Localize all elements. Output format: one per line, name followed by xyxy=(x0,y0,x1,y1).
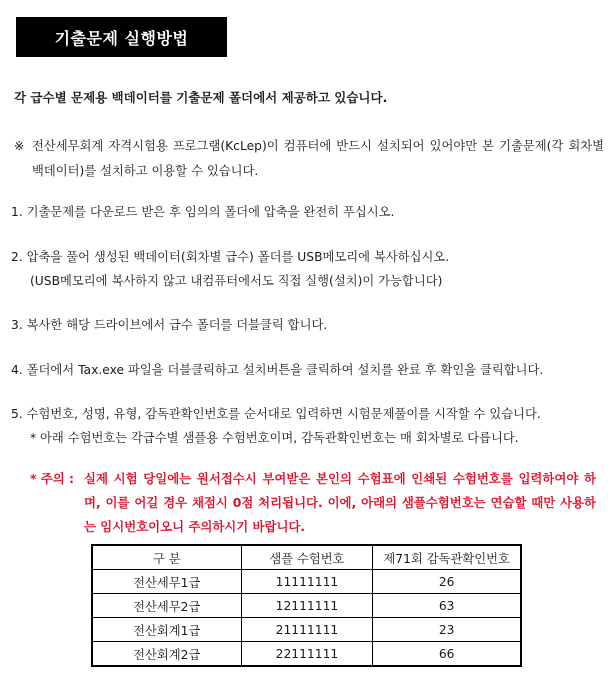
column-header-category: 구 분 xyxy=(92,545,241,570)
step-number: 3. xyxy=(11,318,23,332)
step-subnote: (USB메모리에 복사하지 않고 내컴퓨터에서도 직접 실행(설치)이 가능합니다) xyxy=(30,274,443,288)
warning-label: * 주의 : xyxy=(30,471,75,486)
step-text: 압축을 풀어 생성된 백데이터(회차별 급수) 폴더를 USB메모리에 복사하십시오. xyxy=(26,250,450,264)
step-number: 5. xyxy=(11,407,23,421)
step-number: 1. xyxy=(11,205,23,219)
step-text: 수험번호, 성명, 유형, 감독관확인번호를 순서대로 입력하면 시험문제풀이를 시작할 수 있습니다. xyxy=(26,407,541,421)
install-requirement-text: 전산세무회계 자격시험용 프로그램(KcLep)이 컴퓨터에 반드시 설치되어 있어야만 본 기출문제(각 회차별 백데이터)를 설치하고 이용할 수 있습니다. xyxy=(32,139,604,178)
step-text: 복사한 해당 드라이브에서 급수 폴더를 더블클릭 합니다. xyxy=(26,318,328,332)
column-header-sample-number: 샘플 수험번호 xyxy=(241,545,373,570)
step-text: 기출문제를 다운로드 받은 후 임의의 폴더에 압축을 완전히 푸십시오. xyxy=(26,205,395,219)
step-number: 4. xyxy=(11,363,23,377)
page-title xyxy=(16,17,227,57)
step-number: 2. xyxy=(11,250,23,264)
step-1 xyxy=(11,203,394,221)
cell-category: 전산회계2급 xyxy=(92,642,241,667)
cell-sample-number: 12111111 xyxy=(241,594,373,618)
table-row xyxy=(92,618,521,642)
cell-supervisor-code: 63 xyxy=(373,594,521,618)
cell-sample-number: 22111111 xyxy=(241,642,373,667)
table-header-row xyxy=(92,545,521,570)
table-row xyxy=(92,570,521,594)
cell-supervisor-code: 23 xyxy=(373,618,521,642)
intro-text: 각 급수별 문제용 백데이터를 기출문제 폴더에서 제공하고 있습니다. xyxy=(14,90,388,105)
cell-supervisor-code: 66 xyxy=(373,642,521,667)
page-title-text: 기출문제 실행방법 xyxy=(54,28,189,48)
cell-category: 전산세무1급 xyxy=(92,570,241,594)
step-3 xyxy=(11,316,327,334)
step-5 xyxy=(11,405,541,447)
warning-text: 실제 시험 당일에는 원서접수시 부여받은 본인의 수험표에 인쇄된 수험번호를 입력하여야 하며, 이를 어길 경우 채점시 0점 처리됩니다. 이에, 아래의 샘플수험번호는 연습할 때만 사용하는 임시번호이오니 주의하시기 바랍니다. xyxy=(84,471,596,534)
cell-supervisor-code: 26 xyxy=(373,570,521,594)
warning-notice xyxy=(30,467,596,539)
cell-sample-number: 11111111 xyxy=(241,570,373,594)
step-4 xyxy=(11,361,543,379)
step-2 xyxy=(11,248,449,290)
cell-sample-number: 21111111 xyxy=(241,618,373,642)
step-text: 폴더에서 Tax.exe 파일을 더블클릭하고 설치버튼을 클릭하여 설치를 완료 후 확인을 클릭합니다. xyxy=(26,363,544,377)
sample-codes-table xyxy=(91,544,522,667)
cell-category: 전산회계1급 xyxy=(92,618,241,642)
table-row xyxy=(92,594,521,618)
install-requirement-note xyxy=(14,134,604,184)
column-header-supervisor-code: 제71회 감독관확인번호 xyxy=(373,545,521,570)
step-subnote: * 아래 수험번호는 각급수별 샘플용 수험번호이며, 감독관확인번호는 매 회차별로 다릅니다. xyxy=(30,431,519,445)
table-row xyxy=(92,642,521,667)
reference-mark-icon: ※ xyxy=(14,139,25,153)
cell-category: 전산세무2급 xyxy=(92,594,241,618)
